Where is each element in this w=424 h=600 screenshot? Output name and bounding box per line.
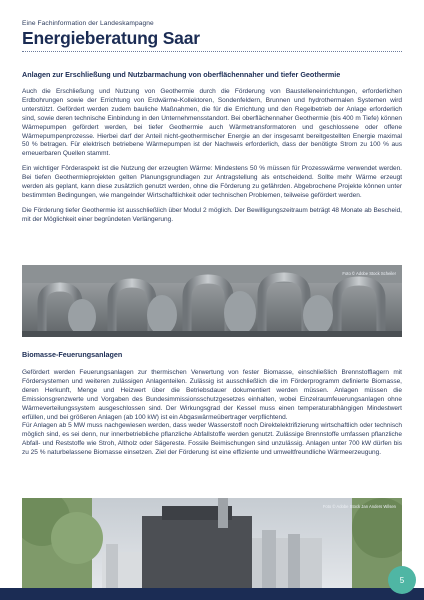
brand-title: Energieberatung Saar xyxy=(22,28,200,48)
geothermie-paragraph-3: Die Förderung tiefer Geothermie ist ausschließlich über Modul 2 möglich. Der Bewilligungszeitraum beträgt 48 Monate ab Bescheid, mit der Möglichkeit einer begründeten Verlängerung. xyxy=(22,206,402,223)
biomasse-paragraph-2: Für Anlagen ab 5 MW muss nachgewiesen werden, dass weder Wasserstoff noch Direktelektrifizierung wirtschaftlich oder technisch möglich sind, es sei denn, nur innerbetriebliche pflanzliche Abfallstoffe werden genutzt. Zulässige Brennstoffe umfassen pflanzliche Abfall- und Reststoffe wie Stroh, Altholz oder Sägereste. Fossile Beimischungen sind unzulässig. Anlagen unter 700 kW dürfen bis zu 25 % naturbelassene Biomasse einsetzen. Ziel der Förderung ist eine effiziente und umweltfreundliche Wärmeerzeugung. xyxy=(22,422,402,457)
header xyxy=(22,20,402,49)
biomasse-paragraph-1: Gefördert werden Feuerungsanlagen zur thermischen Verwertung von fester Biomasse, einschließlich Brennstofflagern mit Fördersystemen und weiteren zulässigen Anlagenteilen. Zulässig ist ausschließlich die im Förderprogramm definierte Biomasse, deren Herkunft, Menge und Heizwert über die Betriebsdauer dokumentiert werden müssen. Anlagen müssen die Emissionsgrenzwerte und Vorgaben des Bundesimmissionsschutzgesetzes einhalten, wobei Einzelraumfeuerungsanlagen ohne Wärmeverteilungssystem ausgeschlossen sind. Der Wirkungsgrad der Kessel muss einen temperaturabhängigen Mindestwert erfüllen, und bei größeren Anlagen (ab 100 kW) ist ein Abgaswärmeübertrager verpflichtend. xyxy=(22,369,402,421)
geothermie-section xyxy=(22,70,402,225)
geothermie-photo xyxy=(22,265,402,337)
biomasse-heading: Biomasse-Feuerungsanlagen xyxy=(22,350,123,359)
campaign-kicker: Eine Fachinformation der Landeskampagne xyxy=(22,20,154,27)
page-number: 5 xyxy=(399,575,405,585)
header-divider xyxy=(22,51,402,52)
geothermie-heading: Anlagen zur Erschließung und Nutzbarmachung von oberflächennaher und tiefer Geothermie xyxy=(22,70,341,79)
geothermie-paragraph-2: Ein wichtiger Förderaspekt ist die Nutzung der erzeugten Wärme: Mindestens 50 % müssen für Prozesswärme verwendet werden. Bei tiefen Geothermieprojekten gelten Planungsgrundlagen zur Antragstellung als entscheidend. Sollte mehr Wärme erzeugt werden als geplant, kann diese zusätzlich genutzt werden, ohne die Förderung zu gefährden. Abgebrochene Projekte können unter bestimmten Bedingungen, wie mangelnder Wirtschaftlichkeit oder technischen Problemen, teilweise gefördert werden. xyxy=(22,165,402,199)
geothermie-paragraph-1: Auch die Erschließung und Nutzung von Geothermie durch die Förderung von Baustelleneinrichtungen, erforderlichen Erdbohrungen sowie der Errichtung von Erdwärme-Kollektoren, Sondenfeldern, Brunnen und hydrothermalen Systemen wird unterstützt. Gefördert werden zudem bauliche Maßnahmen, die für die Errichtung und den Regelbetrieb der Anlage erforderlich sind, sowie deren technische Einbindung in den Unternehmensstandort. Bei oberflächennaher Geothermie (bis 400 m Tiefe) können Wärmepumpen gefördert werden, bei tiefer Geothermie auch Wärmetransformatoren und geschlossene oder offene Wärmepumpenprozesse. Hierbei darf der Anteil nicht-geothermischer Energie an der insgesamt bereitgestellten Energie maximal 50 % betragen. Für elektrisch betriebene Wärmepumpen ist der Nachweis erforderlich, dass der benötigte Strom zu 100 % aus erneuerbaren Quellen stammt. xyxy=(22,88,402,158)
footer-bar xyxy=(0,588,424,600)
biomasse-section xyxy=(22,350,402,458)
biomass-plant-image xyxy=(22,498,405,588)
page-number-badge xyxy=(388,566,416,594)
biomasse-photo xyxy=(22,498,405,588)
photo-credit: Foto © Adobe Stock Jan Anders Wilsen xyxy=(322,504,396,509)
photo-credit: Foto © Adobe Stock Scheiler xyxy=(342,271,396,276)
